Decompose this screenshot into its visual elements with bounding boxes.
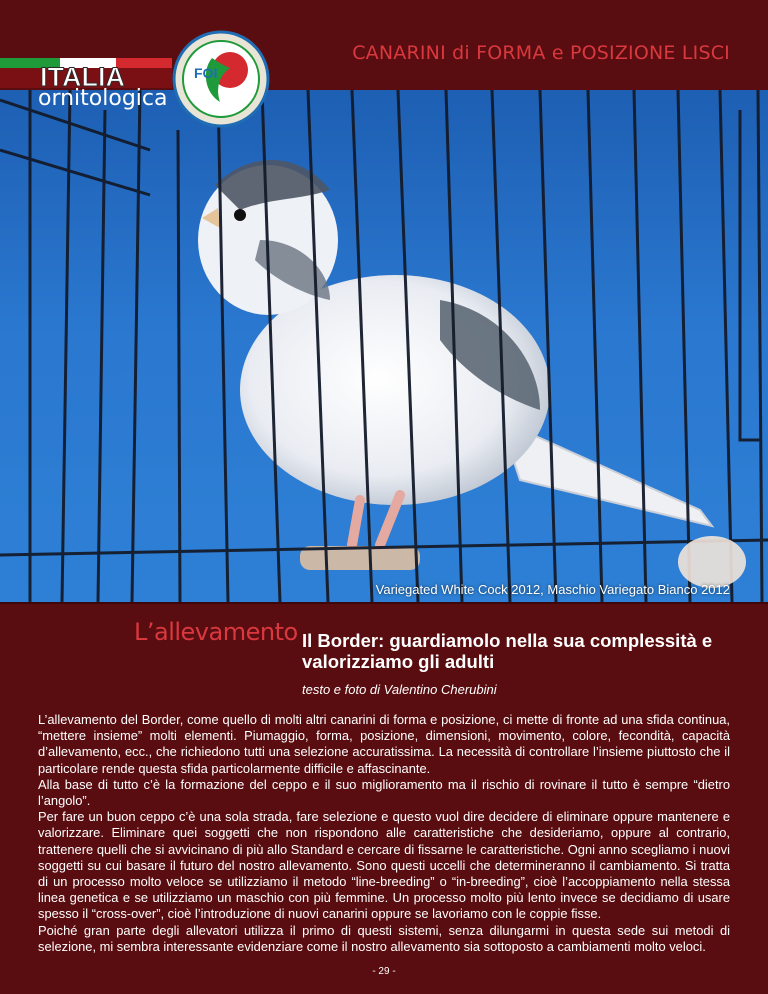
paragraph: Alla base di tutto c’è la formazione del ceppo e il suo miglioramento ma il rischio di rovinare il tutto è sempre “dietro l’angolo”.: [38, 776, 730, 809]
section-divider: [0, 602, 768, 604]
italia-logo: [0, 56, 172, 88]
section-title: CANARINI di FORMA e POSIZIONE LISCI: [352, 42, 730, 64]
logo-subtitle: ornitologica: [38, 86, 168, 111]
article-byline: testo e foto di Valentino Cherubini: [302, 682, 497, 697]
article-kicker: L’allevamento: [134, 618, 298, 646]
bird-in-cage-illustration: [0, 90, 768, 602]
paragraph: Poiché gran parte degli allevatori utilizza il primo di questi sistemi, senza dilungarmi in questa sede sui metodi di selezione, mi sembra interessante evidenziare come il nostro allevamento sia sottoposto a cambiamenti molto veloci.: [38, 922, 730, 954]
paragraph: Per fare un buon ceppo c’è una sola strada, fare selezione e questo vuol dire decidere di eliminare oppure mantenere e valorizzare. Eliminare quei soggetti che non rispondono alle caratteristiche che desideriamo, oppure al contrario, trattenere quelli che si avvicinano di più allo Standard e cercare di fissarne le caratteristiche. Ogni anno scegliamo i nuovi soggetti su cui basare il futuro del nostro allevamento. Sono questi uccelli che determineranno il cambiamento. Si tratta di un processo molto veloce se utilizziamo il metodo “line-breeding” o “in-breeding”, cioè l’accoppiamento nella stessa linea genetica e se utilizziamo un maschio con più femmine. Un processo molto più lento invece se decidiamo di usare spesso il “cross-over”, cioè l’introduzione di nuovi canarini oppure se lavoriamo con le coppie fisse.: [38, 809, 730, 922]
seal-text: FOI: [194, 65, 218, 81]
article-body: [38, 712, 730, 955]
photo-caption: Variegated White Cock 2012, Maschio Variegato Bianco 2012: [375, 582, 730, 597]
page-header: [0, 0, 768, 111]
canary-photo: [0, 90, 768, 602]
article-headline: Il Border: guardiamolo nella sua complessità e valorizziamo gli adulti: [302, 630, 713, 672]
logo-main-text: ITALIA: [40, 62, 125, 88]
foi-seal-logo: [172, 30, 270, 128]
paragraph: L’allevamento del Border, come quello di molti altri canarini di forma e posizione, ci mette di fronte ad una sfida continua, “mettere insieme” molti elementi. Piumaggio, forma, posizione, dimensioni, movimento, colore, fecondità, capacità d’allevamento, ecc., che richiedono tutti una selezione accuratissima. La necessità di controllare l’insieme piuttosto che il particolare rende questa sfida particolarmente difficile e affascinante.: [38, 712, 730, 776]
page-number: - 29 -: [372, 966, 396, 977]
